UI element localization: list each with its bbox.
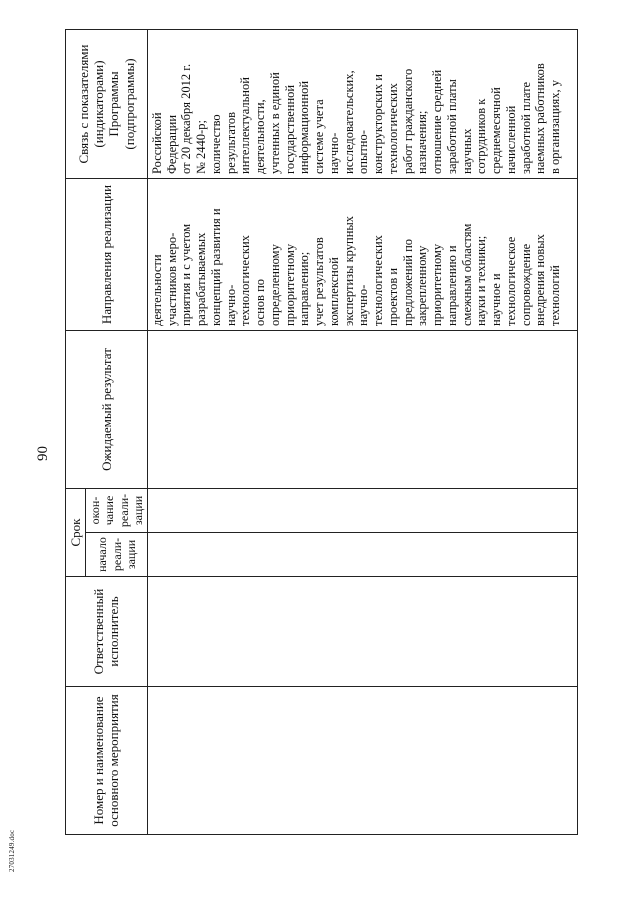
directions-line: проектов и bbox=[385, 267, 400, 326]
link-line: учтенных в единой bbox=[267, 72, 282, 174]
header-start: начало реали-зации bbox=[86, 533, 148, 577]
link-line: конструкторских и bbox=[371, 74, 386, 174]
directions-line: технологических bbox=[371, 235, 386, 326]
link-line: информационной bbox=[297, 80, 312, 174]
directions-line: технологических bbox=[238, 235, 253, 326]
link-line: работ гражданского bbox=[400, 68, 415, 174]
link-line: среднемесячной bbox=[489, 87, 504, 174]
header-row-1 bbox=[66, 30, 86, 835]
header-end: окон-чание реали-зации bbox=[86, 489, 148, 533]
directions-line: основ по bbox=[253, 278, 268, 326]
directions-line: направлению и bbox=[444, 245, 459, 326]
directions-line: концепций развития и bbox=[208, 208, 223, 326]
link-line: отношение средней bbox=[430, 69, 445, 174]
measures-table bbox=[65, 29, 578, 835]
link-line: опытно- bbox=[356, 130, 371, 174]
directions-line: технологий bbox=[548, 265, 563, 326]
header-link-indicators: Связь с показателями (индикаторами) Программы (подпрограммы) bbox=[66, 30, 148, 179]
cell-link-indicators bbox=[147, 30, 577, 179]
header-term: Срок bbox=[66, 489, 86, 577]
directions-line: приоритетному bbox=[430, 243, 445, 326]
link-line: государственной bbox=[282, 84, 297, 174]
cell-end bbox=[147, 489, 577, 533]
link-line: научных bbox=[459, 128, 474, 174]
directions-line: приоритетному bbox=[282, 243, 297, 326]
cell-responsible bbox=[147, 577, 577, 687]
link-line: результатов bbox=[223, 111, 238, 174]
link-line: исследовательских, bbox=[341, 70, 356, 174]
directions-line: технологическое bbox=[503, 236, 518, 326]
header-directions: Направления реализации bbox=[66, 179, 148, 331]
cell-directions bbox=[147, 179, 577, 331]
link-line: в организациях, у bbox=[548, 80, 563, 174]
rotated-table-frame bbox=[65, 30, 565, 835]
directions-line: научное и bbox=[489, 273, 504, 326]
link-line: научно- bbox=[326, 132, 341, 174]
directions-line: учет результатов bbox=[312, 237, 327, 326]
header-responsible: Ответственный исполнитель bbox=[66, 577, 148, 687]
link-line: № 2440-р; bbox=[194, 120, 209, 174]
link-line: заработной плате bbox=[518, 81, 533, 174]
link-line: деятельности, bbox=[253, 99, 268, 174]
link-line: Федерации bbox=[164, 114, 179, 174]
link-line: назначения; bbox=[415, 110, 430, 174]
directions-line: разрабатываемых bbox=[194, 232, 209, 326]
directions-line: внедрения новых bbox=[533, 234, 548, 326]
directions-line: научно- bbox=[223, 284, 238, 326]
directions-line: предложений по bbox=[400, 238, 415, 326]
directions-line: приятия и с учетом bbox=[179, 223, 194, 326]
link-line: Российской bbox=[149, 112, 164, 174]
link-line: количество bbox=[208, 114, 223, 174]
directions-line: участников меро- bbox=[164, 232, 179, 326]
directions-line: деятельности bbox=[149, 254, 164, 326]
page-number: 90 bbox=[35, 446, 51, 461]
link-line: наемных работников bbox=[533, 63, 548, 174]
link-line: сотрудников к bbox=[474, 98, 489, 174]
cell-start bbox=[147, 533, 577, 577]
header-expected-result: Ожидаемый результат bbox=[66, 331, 148, 489]
directions-line: научно- bbox=[356, 284, 371, 326]
link-line: заработной платы bbox=[444, 79, 459, 174]
directions-line: экспертизы крупных bbox=[341, 215, 356, 326]
link-line: начисленной bbox=[503, 105, 518, 174]
link-line: технологических bbox=[385, 83, 400, 174]
link-line: от 20 декабря 2012 г. bbox=[179, 63, 194, 174]
link-line: системе учета bbox=[312, 99, 327, 174]
header-measure-name: Номер и наименование основного мероприятия bbox=[66, 687, 148, 835]
link-line: интеллектуальной bbox=[238, 77, 253, 174]
directions-line: комплексной bbox=[326, 257, 341, 326]
document-code: 27031249.doc bbox=[8, 829, 16, 872]
directions-line: смежным областям bbox=[459, 223, 474, 326]
directions-line: науки и техники; bbox=[474, 235, 489, 326]
table-row bbox=[147, 30, 577, 835]
directions-line: определенному bbox=[267, 244, 282, 326]
rotated-table-area bbox=[65, 30, 640, 827]
directions-line: направлению; bbox=[297, 251, 312, 326]
directions-line: закрепленному bbox=[415, 245, 430, 326]
directions-line: сопровождение bbox=[518, 243, 533, 326]
cell-expected-result bbox=[147, 331, 577, 489]
cell-measure-name bbox=[147, 687, 577, 835]
